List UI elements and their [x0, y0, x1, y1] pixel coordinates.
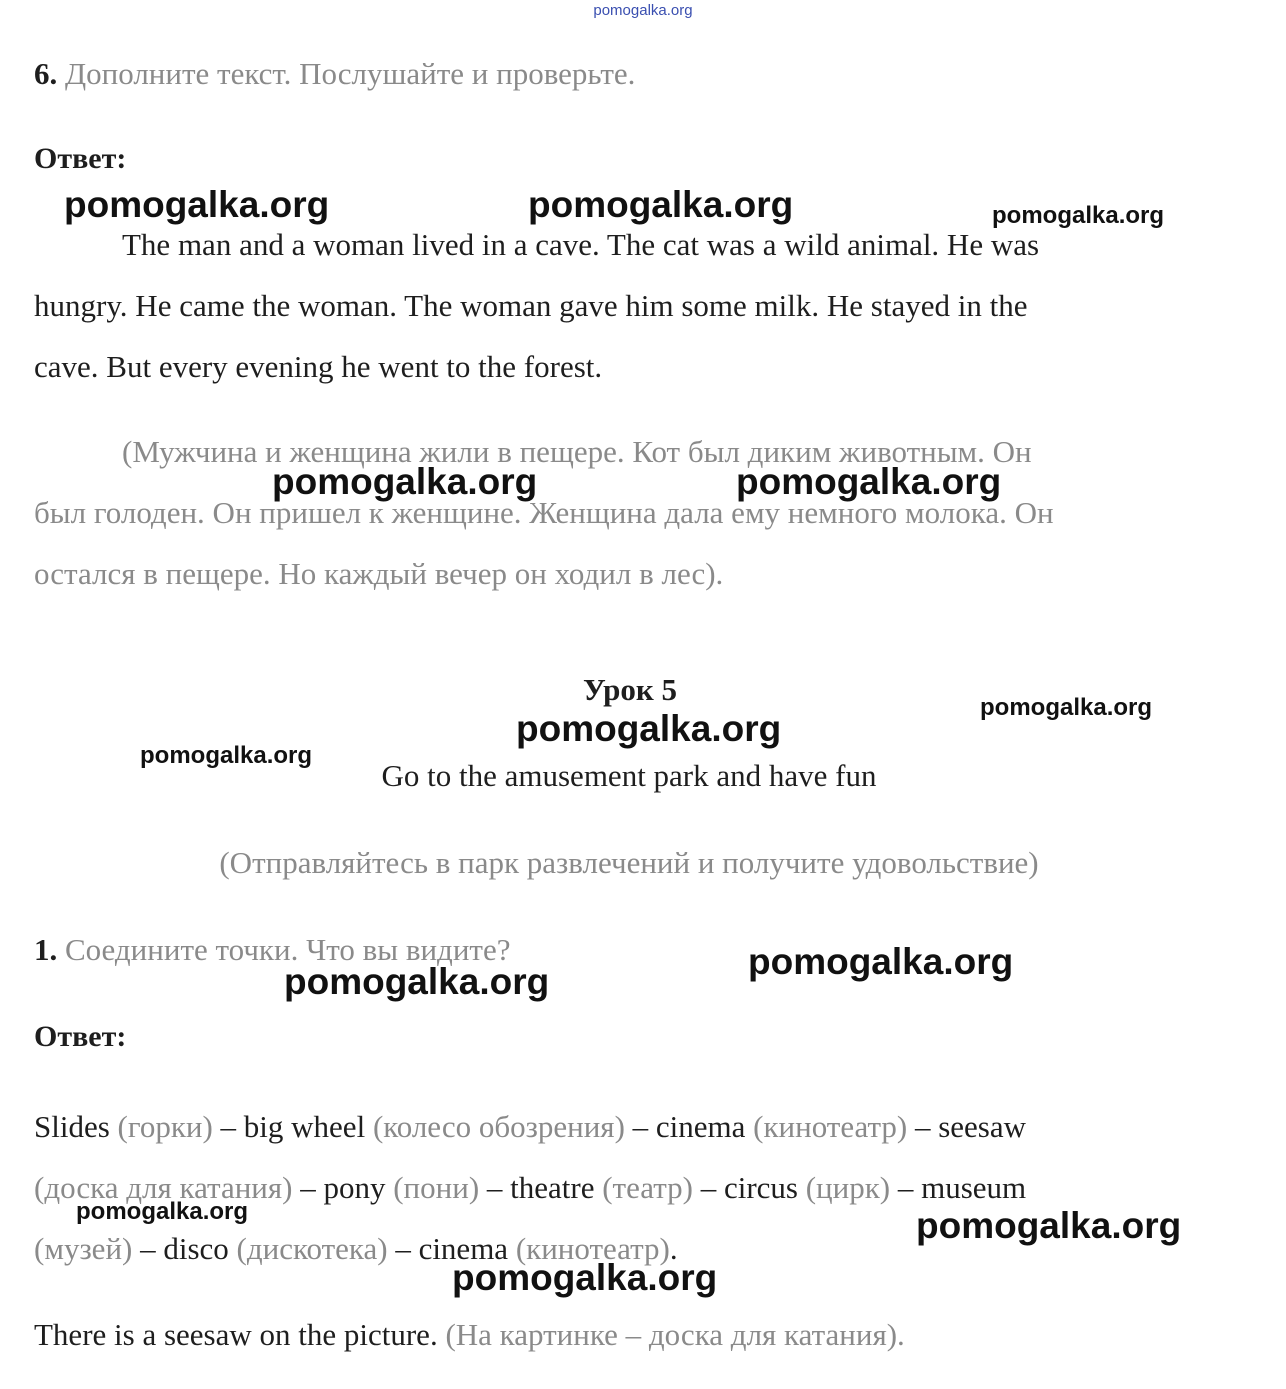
translation-segment: (музей): [34, 1231, 133, 1266]
watermark: pomogalka.org: [736, 461, 1002, 502]
english-segment: – cinema: [624, 1109, 754, 1144]
english-segment: – museum: [890, 1170, 1027, 1205]
english-segment: – pony: [292, 1170, 394, 1205]
task6-answer-label: Ответ:: [34, 142, 127, 175]
english-segment: – disco: [132, 1231, 237, 1266]
watermark: pomogalka.org: [64, 184, 330, 225]
task6-english-line: cave. But every evening he went to the forest.: [34, 349, 603, 384]
translation-segment: (доска для катания): [34, 1170, 293, 1205]
watermark: pomogalka.org: [272, 461, 538, 502]
translation-segment: (колесо обозрения): [372, 1109, 625, 1144]
task1-answer-line: [34, 1096, 1026, 1157]
english-segment: .: [669, 1231, 678, 1266]
watermark: pomogalka.org: [748, 941, 1014, 982]
task1-answer-label: Ответ:: [34, 1020, 127, 1053]
task6-russian-line: остался в пещере. Но каждый вечер он ходил в лес).: [34, 556, 724, 591]
lesson-subtitle: Go to the amusement park and have fun: [381, 758, 877, 793]
english-segment: – theatre: [479, 1170, 603, 1205]
task1-answer-paragraph: [34, 1096, 1026, 1279]
task6-instruction: Дополните текст. Послушайте и проверьте.: [65, 56, 636, 91]
watermark: pomogalka.org: [528, 184, 794, 225]
translation-segment: (дискотека): [236, 1231, 388, 1266]
translation-segment: (театр): [602, 1170, 693, 1205]
task6-russian-paragraph: [34, 421, 1054, 604]
task6-number: 6.: [34, 56, 58, 91]
watermark: pomogalka.org: [916, 1205, 1182, 1246]
translation-segment: (пони): [393, 1170, 480, 1205]
watermark: pomogalka.org: [992, 202, 1165, 229]
task6-russian-line: был голоден. Он пришел к женщине. Женщина дала ему немного молока. Он: [34, 495, 1054, 530]
translation-segment: (кинотеатр): [753, 1109, 908, 1144]
final-english: There is a seesaw on the picture.: [34, 1317, 438, 1352]
english-segment: Slides: [34, 1109, 118, 1144]
watermark: pomogalka.org: [516, 708, 782, 749]
task6-heading: [34, 56, 635, 92]
final-russian: (На картинке – доска для катания).: [445, 1317, 905, 1352]
translation-segment: (кинотеатр): [515, 1231, 670, 1266]
watermark: pomogalka.org: [140, 742, 313, 769]
english-segment: – cinema: [387, 1231, 516, 1266]
english-segment: – seesaw: [907, 1109, 1026, 1144]
english-segment: – big wheel: [212, 1109, 373, 1144]
watermark: pomogalka.org: [284, 961, 550, 1002]
task6-russian-line: (Мужчина и женщина жили в пещере. Кот был диким животным. Он: [122, 434, 1032, 469]
task1-final-sentence: [34, 1317, 905, 1353]
translation-segment: (цирк): [805, 1170, 891, 1205]
translation-segment: (горки): [117, 1109, 213, 1144]
english-segment: – circus: [692, 1170, 806, 1205]
task1-instruction: Соедините точки. Что вы видите?: [65, 932, 511, 967]
task6-english-paragraph: [34, 214, 1039, 397]
task1-number: 1.: [34, 932, 58, 967]
lesson-title: Урок 5: [582, 672, 678, 707]
lesson-subtitle-translation: (Отправляйтесь в парк развлечений и получите удовольствие): [219, 845, 1039, 880]
watermark: pomogalka.org: [76, 1198, 249, 1225]
watermark: pomogalka.org: [452, 1257, 718, 1298]
watermark: pomogalka.org: [980, 694, 1153, 721]
site-link[interactable]: pomogalka.org: [593, 2, 693, 19]
task6-english-line: hungry. He came the woman. The woman gave him some milk. He stayed in the: [34, 288, 1028, 323]
task6-english-line: The man and a woman lived in a cave. The cat was a wild animal. He was: [122, 227, 1040, 262]
